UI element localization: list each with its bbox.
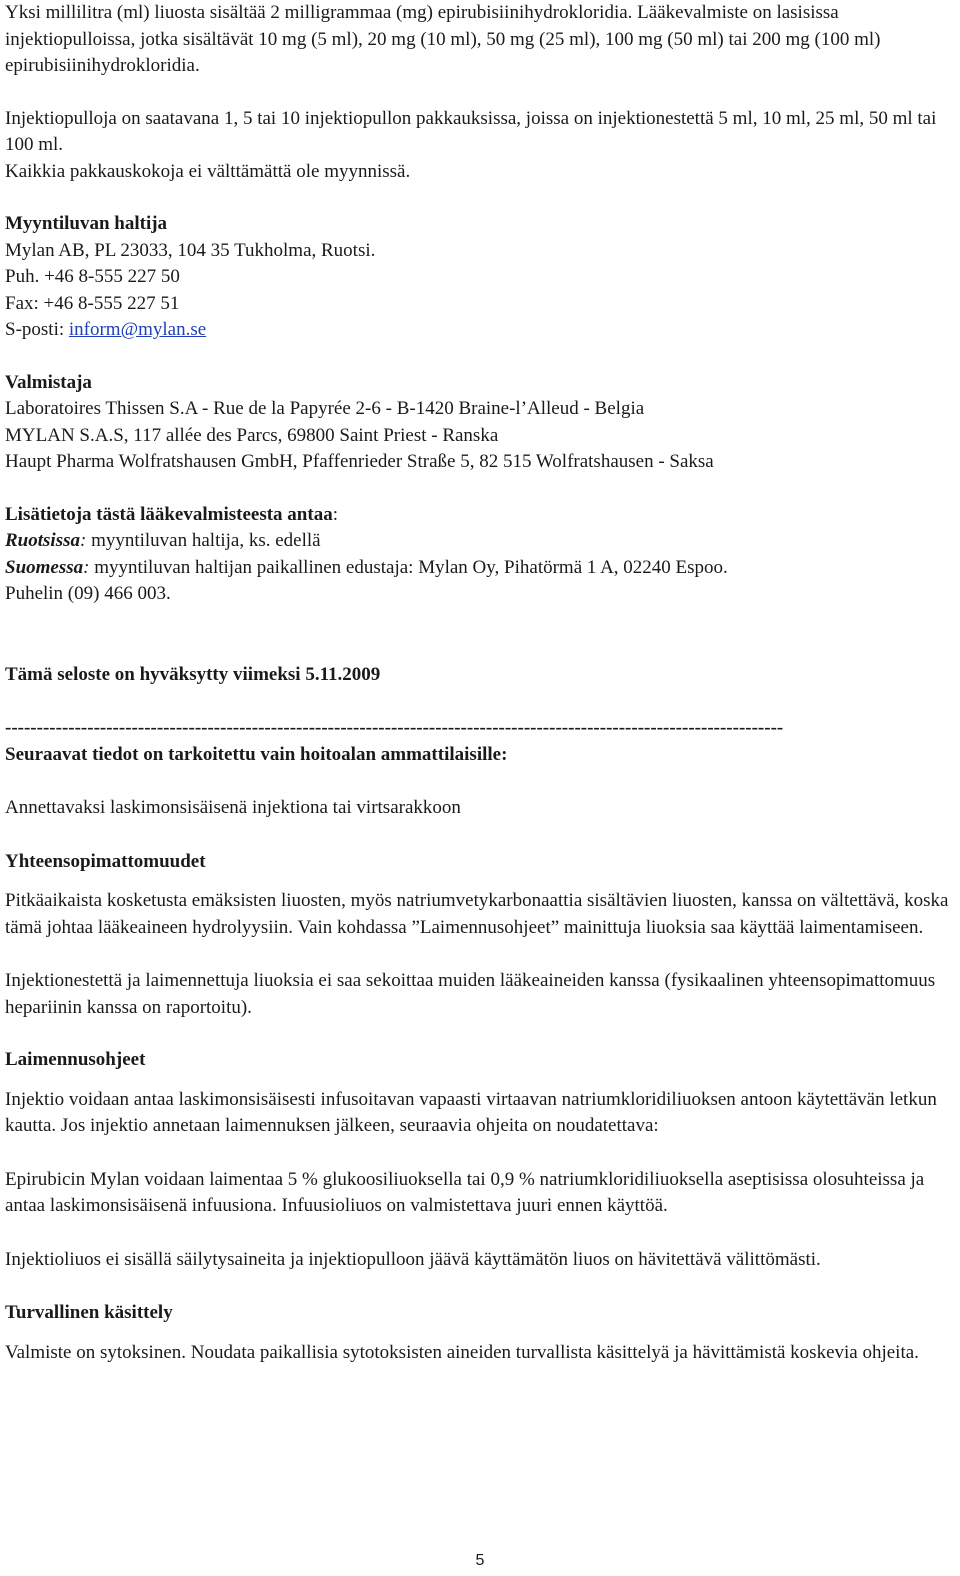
- info-phone: Puhelin (09) 466 003.: [5, 583, 171, 604]
- administration-text: Annettavaksi laskimonsisäisenä injektiona tai virtsarakkoon: [5, 797, 461, 818]
- separator-line: ---------------------------------------------------------------------------------------------------------------------------: [5, 717, 784, 738]
- manufacturer-line: Haupt Pharma Wolfratshausen GmbH, Pfaffenrieder Straße 5, 82 515 Wolfratshausen - Saksa: [5, 451, 714, 472]
- dilution-paragraph-2: Epirubicin Mylan voidaan laimentaa 5 % glukoosiliuoksella tai 0,9 % natriumkloridiliuoksella aseptisissa olosuhteissa ja antaa laskimonsisäisenä infuusiona. Infuusioliuos on valmistettava juuri ennen käyttöä.: [5, 1168, 925, 1216]
- holder-fax: Fax: +46 8-555 227 51: [5, 292, 180, 314]
- manufacturer-heading: Valmistaja: [5, 371, 92, 393]
- email-label: S-posti:: [5, 319, 69, 340]
- info-heading-colon: :: [332, 503, 338, 525]
- safe-handling-heading: Turvallinen käsittely: [5, 1302, 173, 1323]
- email-link[interactable]: inform@mylan.se: [68, 319, 207, 340]
- info-heading-text: Lisätietoja tästä lääkevalmisteesta antaa: [5, 503, 333, 525]
- incompat-paragraph-2: Injektionestettä ja laimennettuja liuoksia ei saa sekoittaa muiden lääkeaineiden kanssa (fysikaalinen yhteensopimattomuus hepariinin kanssa on raportoitu).: [5, 970, 936, 1018]
- intro-paragraph-3: Kaikkia pakkauskokoja ei välttämättä ole myynnissä.: [5, 160, 411, 182]
- finland-label: Suomessa: [5, 556, 84, 578]
- incompat-paragraph-1: Pitkäaikaista kosketusta emäksisten liuosten, myös natriumvetykarbonaattia sisältävien liuosten, kanssa on vältettävä, koska tämä johtaa lääkeaineen hydrolyysiin. Vain kohdassa ”Laimennusohjeet” mainittuja liuoksia saa käyttää laimentamiseen.: [5, 890, 949, 938]
- dilution-paragraph-1: Injektio voidaan antaa laskimonsisäisesti infusoitavan vapaasti virtaavan natriumkloridiliuoksen antoon käytettävän letkun kautta. Jos injektio annetaan laimennuksen jälkeen, seuraavia ohjeita on noudatettava:: [5, 1088, 937, 1136]
- holder-phone: Puh. +46 8-555 227 50: [5, 266, 180, 287]
- sweden-colon: :: [79, 530, 87, 551]
- dilution-heading: Laimennusohjeet: [5, 1049, 146, 1070]
- page-number: 5: [475, 1552, 485, 1569]
- intro-paragraph-1: Yksi millilitra (ml) liuosta sisältää 2 milligrammaa (mg) epirubisiinihydrokloridia. Lääkevalmiste on lasisissa injektiopulloissa, jotka sisältävät 10 mg (5 ml), 20 mg (10 ml), 50 mg (25 ml), 100 mg (50 ml) tai 200 mg (100 ml) epirubisiinihydrokloridia.: [5, 2, 881, 76]
- holder-heading: Myyntiluvan haltija: [5, 213, 168, 234]
- info-finland: [5, 555, 950, 582]
- info-sweden: [5, 528, 950, 555]
- document-page: [5, 0, 950, 1366]
- holder-address: Mylan AB, PL 23033, 104 35 Tukholma, Ruotsi.: [5, 239, 376, 261]
- sweden-text: myyntiluvan haltija, ks. edellä: [86, 530, 321, 551]
- professional-heading: Seuraavat tiedot on tarkoitettu vain hoitoalan ammattilaisille:: [5, 743, 508, 765]
- dilution-paragraph-3: Injektioliuos ei sisällä säilytysaineita ja injektiopulloon jäävä käyttämätön liuos on hävitettävä välittömästi.: [5, 1248, 821, 1270]
- intro-paragraph-2: Injektiopulloja on saatavana 1, 5 tai 10 injektiopullon pakkauksissa, joissa on injektionestettä 5 ml, 10 ml, 25 ml, 50 ml tai 100 ml.: [5, 107, 937, 155]
- sweden-label: Ruotsissa: [5, 530, 80, 551]
- holder-email-line: [5, 317, 950, 344]
- info-heading: [5, 502, 950, 529]
- approval-date: Tämä seloste on hyväksytty viimeksi 5.11.2009: [5, 663, 381, 685]
- incompat-heading: Yhteensopimattomuudet: [5, 850, 206, 872]
- finland-text: myyntiluvan haltijan paikallinen edustaja: Mylan Oy, Pihatörmä 1 A, 02240 Espoo.: [89, 556, 728, 578]
- manufacturer-line: MYLAN S.A.S, 117 allée des Parcs, 69800 Saint Priest - Ranska: [5, 424, 499, 446]
- safe-handling-paragraph: Valmiste on sytoksinen. Noudata paikallisia sytotoksisten aineiden turvallista käsittelyä ja hävittämistä koskevia ohjeita.: [5, 1341, 919, 1363]
- manufacturer-line: Laboratoires Thissen S.A - Rue de la Papyrée 2-6 - B-1420 Braine-l’Alleud - Belgia: [5, 398, 645, 419]
- finland-colon: :: [83, 556, 90, 578]
